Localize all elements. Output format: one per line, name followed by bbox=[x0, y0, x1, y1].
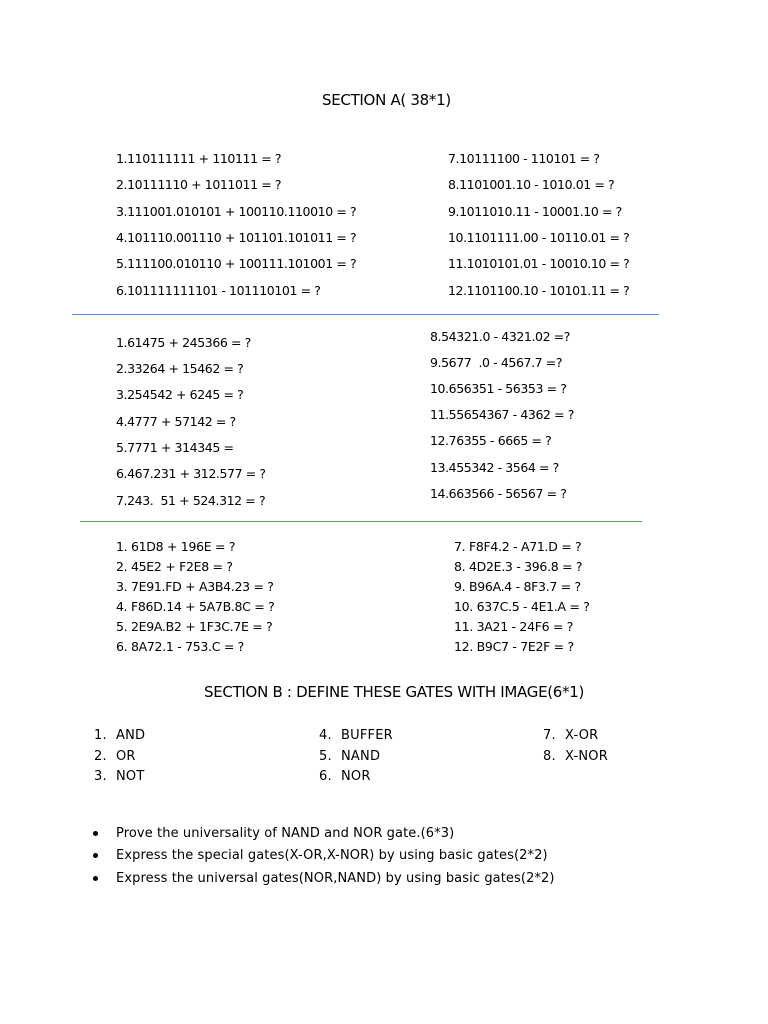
gate-item bbox=[94, 728, 145, 743]
question-item: 4. F86D.14 + 5A7B.8C = ? bbox=[116, 599, 275, 614]
bullet-icon bbox=[93, 831, 98, 836]
bullet-item: Express the special gates(X-OR,X-NOR) by using basic gates(2*2) bbox=[116, 848, 548, 863]
question-item: 11. 3A21 - 24F6 = ? bbox=[454, 619, 574, 634]
gate-name: NOT bbox=[116, 769, 145, 784]
gate-name: NAND bbox=[341, 749, 381, 764]
question-item: 4.101110.001110 + 101101.101011 = ? bbox=[116, 230, 357, 245]
bullet-icon bbox=[93, 876, 98, 881]
question-item: 5. 2E9A.B2 + 1F3C.7E = ? bbox=[116, 619, 273, 634]
gate-number: 5. bbox=[319, 749, 332, 764]
question-item: 14.663566 - 56567 = ? bbox=[430, 486, 567, 501]
gate-number: 7. bbox=[543, 728, 556, 743]
gate-name: NOR bbox=[341, 769, 371, 784]
question-item: 3.254542 + 6245 = ? bbox=[116, 387, 244, 402]
bullet-icon bbox=[93, 853, 98, 858]
divider-line bbox=[72, 314, 659, 315]
bullet-item: Prove the universality of NAND and NOR gate.(6*3) bbox=[116, 826, 455, 841]
question-item: 12.1101100.10 - 10101.11 = ? bbox=[448, 283, 630, 298]
gate-number: 1. bbox=[94, 728, 107, 743]
question-item: 2.33264 + 15462 = ? bbox=[116, 361, 244, 376]
question-item: 3.111001.010101 + 100110.110010 = ? bbox=[116, 204, 357, 219]
question-item: 1.61475 + 245366 = ? bbox=[116, 335, 251, 350]
question-item: 2. 45E2 + F2E8 = ? bbox=[116, 559, 233, 574]
divider-line bbox=[80, 521, 642, 522]
question-item: 3. 7E91.FD + A3B4.23 = ? bbox=[116, 579, 274, 594]
gate-number: 6. bbox=[319, 769, 332, 784]
bullet-item: Express the universal gates(NOR,NAND) by using basic gates(2*2) bbox=[116, 871, 555, 886]
question-item: 8. 4D2E.3 - 396.8 = ? bbox=[454, 559, 583, 574]
question-item: 9. B96A.4 - 8F3.7 = ? bbox=[454, 579, 581, 594]
question-item: 8.54321.0 - 4321.02 =? bbox=[430, 329, 571, 344]
question-item: 1. 61D8 + 196E = ? bbox=[116, 539, 236, 554]
gate-item bbox=[94, 749, 136, 764]
question-item: 10.656351 - 56353 = ? bbox=[430, 381, 567, 396]
question-item: 7.10111100 - 110101 = ? bbox=[448, 151, 600, 166]
question-item: 6.101111111101 - 101110101 = ? bbox=[116, 283, 321, 298]
question-item: 2.10111110 + 1011011 = ? bbox=[116, 177, 282, 192]
section-b-title: SECTION B : DEFINE THESE GATES WITH IMAGE(6*1) bbox=[204, 683, 585, 701]
question-item: 8.1101001.10 - 1010.01 = ? bbox=[448, 177, 615, 192]
gate-number: 8. bbox=[543, 749, 556, 764]
question-item: 12.76355 - 6665 = ? bbox=[430, 433, 552, 448]
gate-item bbox=[319, 749, 380, 764]
question-item: 7. F8F4.2 - A71.D = ? bbox=[454, 539, 582, 554]
gate-number: 2. bbox=[94, 749, 107, 764]
question-item: 1.110111111 + 110111 = ? bbox=[116, 151, 282, 166]
gate-item bbox=[94, 769, 145, 784]
gate-number: 4. bbox=[319, 728, 332, 743]
question-item: 11.1010101.01 - 10010.10 = ? bbox=[448, 256, 630, 271]
question-item: 5.7771 + 314345 = bbox=[116, 440, 234, 455]
gate-name: X-OR bbox=[565, 728, 599, 743]
gate-item bbox=[543, 749, 608, 764]
gate-item bbox=[543, 728, 598, 743]
question-item: 10.1101111.00 - 10110.01 = ? bbox=[448, 230, 630, 245]
question-item: 9.1011010.11 - 10001.10 = ? bbox=[448, 204, 622, 219]
question-item: 7.243. 51 + 524.312 = ? bbox=[116, 493, 266, 508]
question-item: 5.111100.010110 + 100111.101001 = ? bbox=[116, 256, 357, 271]
gate-name: OR bbox=[116, 749, 136, 764]
gate-number: 3. bbox=[94, 769, 107, 784]
question-item: 9.5677 .0 - 4567.7 =? bbox=[430, 355, 563, 370]
gate-name: AND bbox=[116, 728, 146, 743]
gate-name: X-NOR bbox=[565, 749, 608, 764]
gate-item bbox=[319, 728, 393, 743]
question-item: 6. 8A72.1 - 753.C = ? bbox=[116, 639, 245, 654]
question-item: 6.467.231 + 312.577 = ? bbox=[116, 466, 266, 481]
gate-item bbox=[319, 769, 371, 784]
question-item: 4.4777 + 57142 = ? bbox=[116, 414, 236, 429]
question-item: 11.55654367 - 4362 = ? bbox=[430, 407, 575, 422]
gate-name: BUFFER bbox=[341, 728, 393, 743]
section-a-title: SECTION A( 38*1) bbox=[322, 91, 451, 109]
question-item: 12. B9C7 - 7E2F = ? bbox=[454, 639, 574, 654]
question-item: 10. 637C.5 - 4E1.A = ? bbox=[454, 599, 590, 614]
question-item: 13.455342 - 3564 = ? bbox=[430, 460, 559, 475]
